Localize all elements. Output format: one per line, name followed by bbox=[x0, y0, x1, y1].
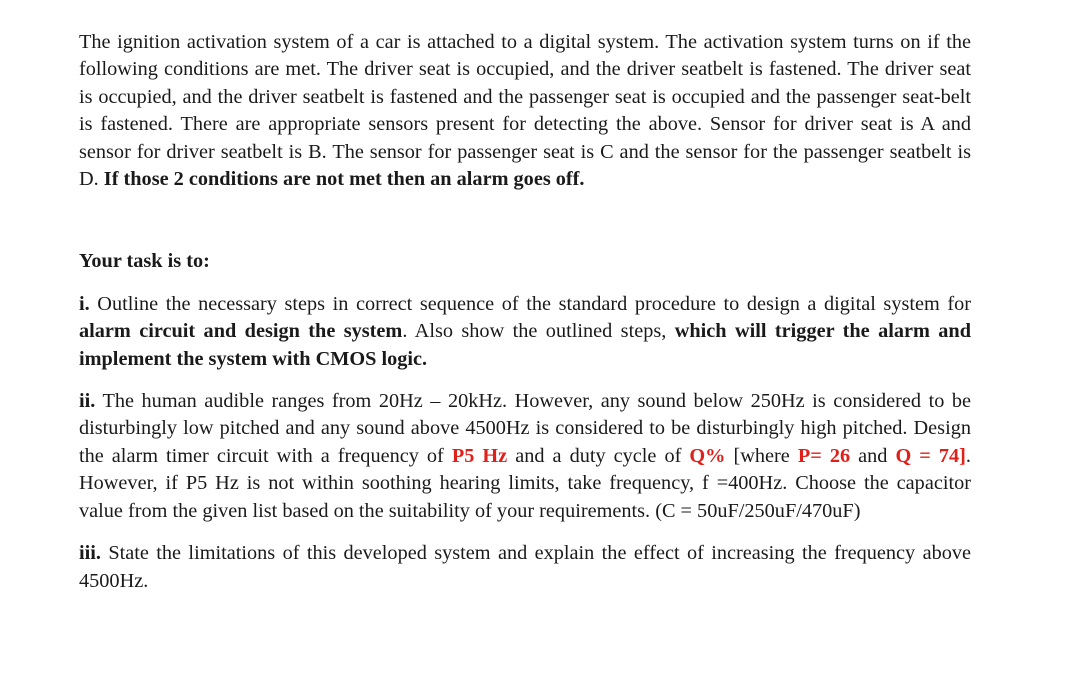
item-ii-text-1: The human audible ranges from 20Hz – 20kHz. However, any sound below 250Hz is considered to be disturbingly low pitched and any sound above 4500Hz is considered to be disturbingly high pitched. Design the alarm timer circuit with a frequency of bbox=[79, 390, 971, 467]
item-ii-text-5: . However, if P5 Hz is not within soothing hearing limits, take frequency, f =400Hz. Choose the capacitor value from the given list based on the suitability of your requirements. (C = 50uF/250uF/470uF) bbox=[79, 444, 971, 522]
intro-text: The ignition activation system of a car is attached to a digital system. The activation system turns on if the following conditions are met. The driver seat is occupied, and the driver seatbelt is fastened. The driver seat is occupied, and the driver seatbelt is fastened and the passenger seat is occupied and the passenger seat-belt is fastened. There are appropriate sensors present for detecting the above. Sensor for driver seat is A and sensor for driver seatbelt is B. The sensor for passenger seat is C and the sensor for the passenger seatbelt is D. bbox=[79, 31, 971, 191]
task-item-iii bbox=[79, 540, 971, 595]
document-page bbox=[79, 29, 971, 595]
item-ii-text-2: and a duty cycle of bbox=[507, 444, 690, 467]
intro-paragraph bbox=[79, 29, 971, 193]
item-iii-text: State the limitations of this developed system and explain the effect of increasing the frequency above 4500Hz. bbox=[79, 542, 971, 592]
item-ii-number: ii. bbox=[79, 390, 96, 413]
item-ii-text-3: [where bbox=[725, 444, 798, 467]
item-i-text-2: . Also show the outlined steps, bbox=[402, 320, 675, 343]
item-i-text-1: Outline the necessary steps in correct sequence of the standard procedure to design a digital system for bbox=[89, 292, 971, 315]
item-i-bold-1: alarm circuit and design the system bbox=[79, 320, 403, 343]
item-ii-p-value: P= 26 bbox=[797, 444, 851, 467]
item-ii-frequency-highlight: P5 Hz bbox=[451, 444, 508, 467]
item-ii-text-4: and bbox=[850, 444, 896, 467]
task-item-ii bbox=[79, 388, 971, 525]
intro-bold-conclusion: If those 2 conditions are not met then an alarm goes off. bbox=[103, 168, 585, 191]
item-ii-duty-highlight: Q% bbox=[689, 444, 726, 467]
item-i-bold-2: which will trigger the alarm and implement the system with CMOS logic. bbox=[79, 320, 971, 370]
item-iii-number: iii. bbox=[79, 542, 101, 565]
item-i-number: i. bbox=[79, 292, 90, 315]
task-item-i bbox=[79, 291, 971, 373]
item-ii-q-value: Q = 74] bbox=[895, 444, 966, 467]
task-heading: Your task is to: bbox=[79, 250, 210, 273]
